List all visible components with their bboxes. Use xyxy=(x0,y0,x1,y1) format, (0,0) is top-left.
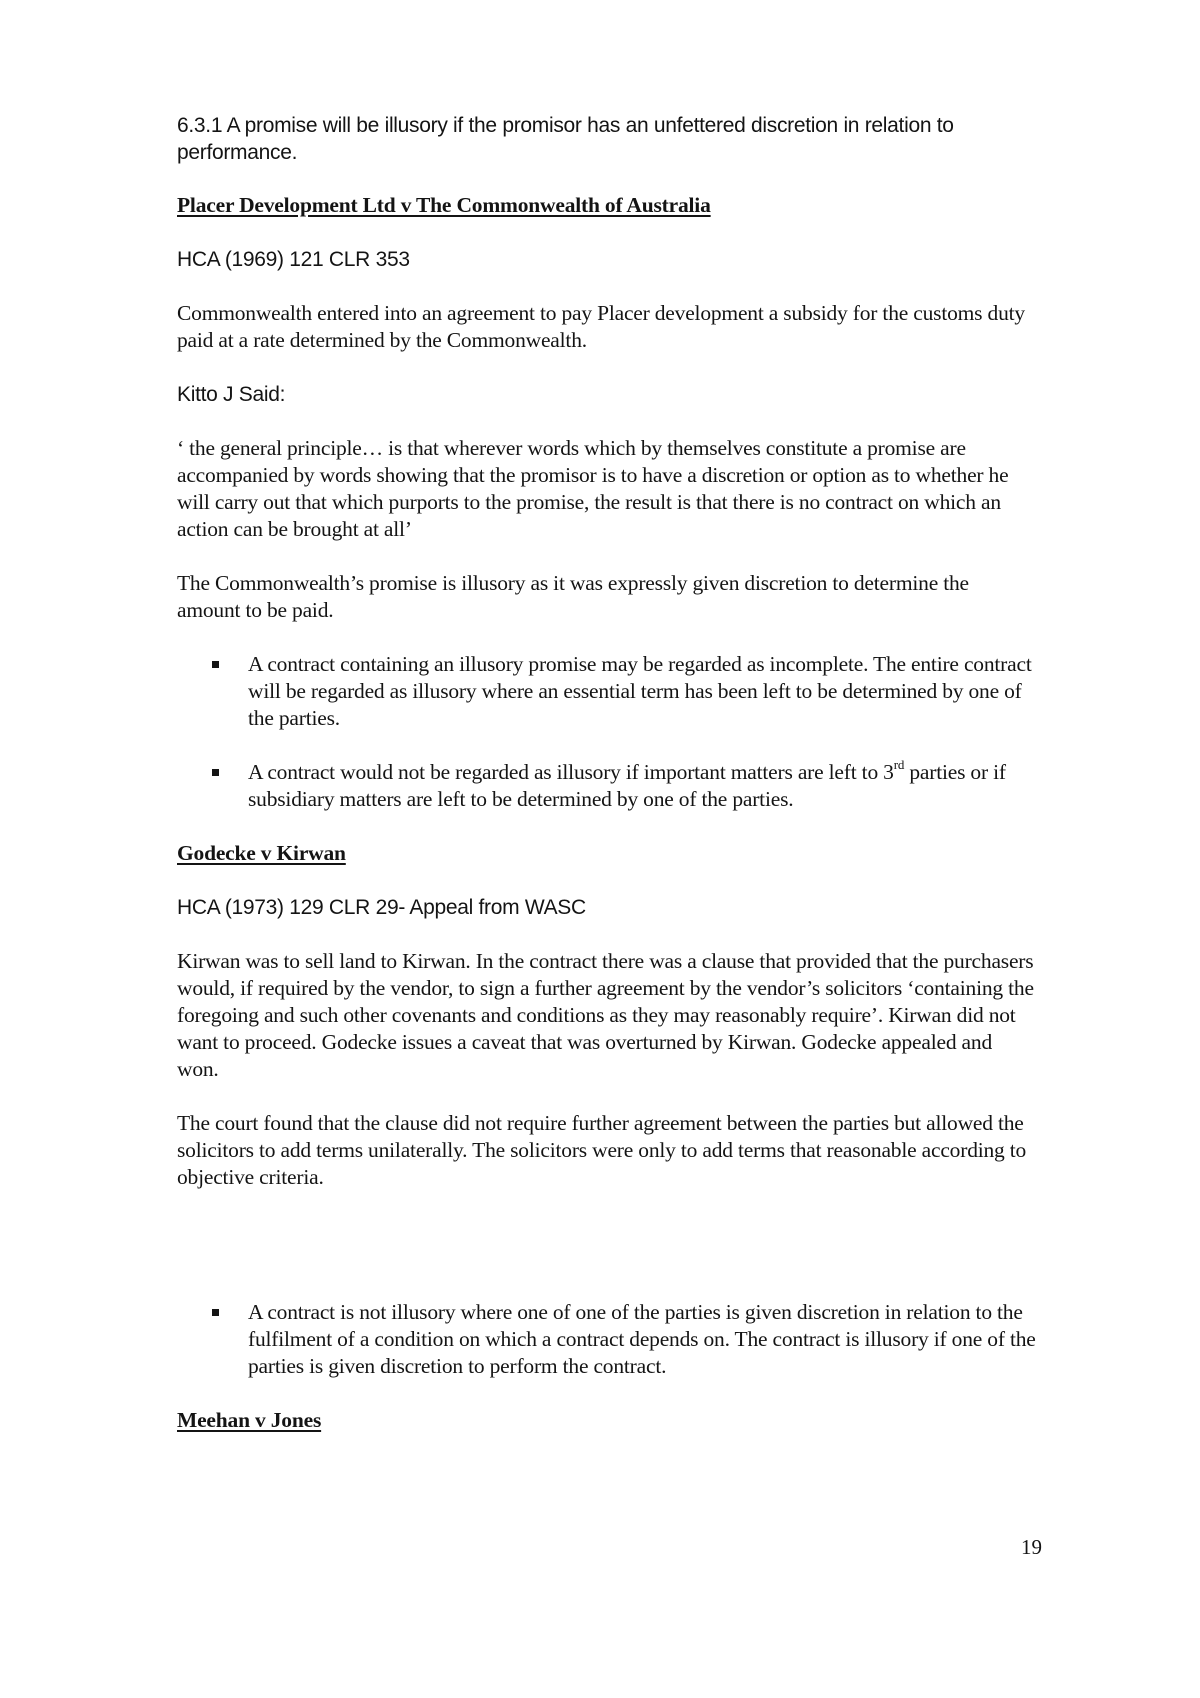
bullet-text xyxy=(248,756,1048,813)
case-heading-godecke: Godecke v Kirwan xyxy=(177,841,346,865)
paragraph-6-3-1: 6.3.1 A promise will be illusory if the promisor has an unfettered discretion in relation to performance. xyxy=(177,114,954,164)
bullet-text: A contract containing an illusory promise may be regarded as incomplete. The entire contract will be regarded as illusory where an essential term has been left to be determined by one of the parties. xyxy=(248,652,1032,730)
square-bullet-icon xyxy=(212,1309,219,1316)
judge-intro: Kitto J Said: xyxy=(177,383,286,406)
case-heading-meehan: Meehan v Jones xyxy=(177,1408,322,1432)
square-bullet-icon xyxy=(212,661,219,668)
case-holding-placer: The Commonwealth’s promise is illusory as it was expressly given discretion to determine the amount to be paid. xyxy=(177,571,969,622)
page-number: 19 xyxy=(1021,1535,1042,1559)
bullet-text: A contract is not illusory where one of one of the parties is given discretion in relation to the fulfilment of a condition on which a contract depends on. The contract is illusory if one of the parties is given discretion to perform the contract. xyxy=(248,1300,1036,1378)
case-heading-placer: Placer Development Ltd v The Commonwealth of Australia xyxy=(177,193,711,217)
ordinal-superscript: rd xyxy=(893,756,905,772)
bullet-text-part: A contract would not be regarded as illusory if important matters are left to 3 xyxy=(248,760,894,784)
case-holding-godecke: The court found that the clause did not require further agreement between the parties but allowed the solicitors to add terms unilaterally. The solicitors were only to add terms that reasonable according to objective criteria. xyxy=(177,1111,1027,1189)
square-bullet-icon xyxy=(212,769,219,776)
case-citation-placer: HCA (1969) 121 CLR 353 xyxy=(177,248,410,271)
judge-quote: ‘ the general principle… is that wherever words which by themselves constitute a promise are accompanied by words showing that the promisor is to have a discretion or option as to whether he will carry out that which purports to the promise, the result is that there is no contract on which an action can be brought at all’ xyxy=(177,436,1009,541)
case-facts-godecke: Kirwan was to sell land to Kirwan. In the contract there was a clause that provided that the purchasers would, if required by the vendor, to sign a further agreement by the vendor’s solicitors ‘containing the foregoing and such other covenants and conditions as they may reasonably require’. Kirwan did not want to proceed. Godecke issues a caveat that was overturned by Kirwan. Godecke appealed and won. xyxy=(177,949,1034,1081)
case-citation-godecke: HCA (1973) 129 CLR 29- Appeal from WASC xyxy=(177,896,586,919)
case-facts-placer: Commonwealth entered into an agreement to pay Placer development a subsidy for the customs duty paid at a rate determined by the Commonwealth. xyxy=(177,301,1025,352)
bullet-text-part: parties or if subsidiary matters are left to be determined by one of the parties. xyxy=(248,760,1006,811)
